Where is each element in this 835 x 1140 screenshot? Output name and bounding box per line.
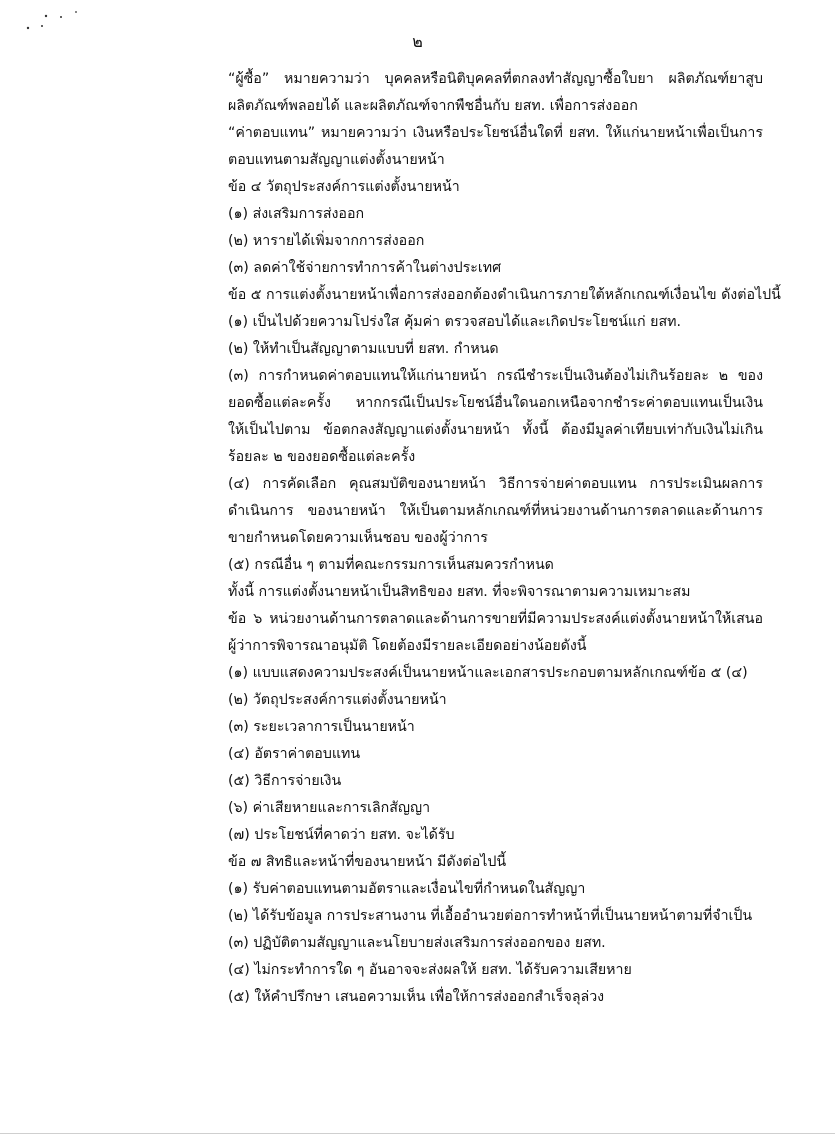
page-number: ๒ xyxy=(412,32,423,51)
clause-6-item-6: (๖) ค่าเสียหายและการเลิกสัญญา xyxy=(228,800,431,816)
clause-5-item-3: (๓) การกำหนดค่าตอบแทนให้แก่นายหน้า กรณีชำระเป็นเงินต้องไม่เกินร้อยละ ๒ ของยอดซื้อแต่ละครั้ง หากกรณีเป็นประโยชน์อื่นใดนอกเหนือจากชำระค่าตอบแทนเป็นเงิน ให้เป็นไปตาม ข้อตกลงสัญญาแต่งตั้งนายหน้า ทั้งนี้ ต้องมีมูลค่าเทียบเท่ากับเงินไม่เกินร้อยละ ๒ ของยอดซื้อแต่ละครั้ง xyxy=(228,368,763,465)
clause-6-item-5: (๕) วิธีการจ่ายเงิน xyxy=(228,773,342,789)
clause-6-heading: ข้อ ๖ หน่วยงานด้านการตลาดและด้านการขายที่มีความประสงค์แต่งตั้งนายหน้าให้เสนอ ผู้ว่าการพิจารณาอนุมัติ โดยต้องมีรายละเอียดอย่างน้อยดังนี้ xyxy=(228,611,763,654)
definition-compensation: “ค่าตอบแทน” หมายความว่า เงินหรือประโยชน์อื่นใดที่ ยสท. ให้แก่นายหน้าเพื่อเป็นการ ตอบแทนตามสัญญาแต่งตั้งนายหน้า xyxy=(228,125,763,168)
clause-7-item-5: (๕) ให้คำปรึกษา เสนอความเห็น เพื่อให้การส่งออกสำเร็จลุล่วง xyxy=(228,989,605,1005)
clause-5-note: ทั้งนี้ การแต่งตั้งนายหน้าเป็นสิทธิของ ยสท. ที่จะพิจารณาตามความเหมาะสม xyxy=(228,584,691,600)
clause-4-item-3: (๓) ลดค่าใช้จ่ายการทำการค้าในต่างประเทศ xyxy=(228,260,502,276)
clause-4-item-2: (๒) หารายได้เพิ่มจากการส่งออก xyxy=(228,233,425,249)
clause-4-item-1: (๑) ส่งเสริมการส่งออก xyxy=(228,206,365,222)
clause-6-item-4: (๔) อัตราค่าตอบแทน xyxy=(228,746,361,762)
clause-6-item-3: (๓) ระยะเวลาการเป็นนายหน้า xyxy=(228,719,415,735)
clause-7-item-4: (๔) ไม่กระทำการใด ๆ อันอาจจะส่งผลให้ ยสท. ได้รับความเสียหาย xyxy=(228,962,632,978)
clause-7-item-1: (๑) รับค่าตอบแทนตามอัตราและเงื่อนไขที่กำหนดในสัญญา xyxy=(228,881,586,897)
clause-6-item-2: (๒) วัตถุประสงค์การแต่งตั้งนายหน้า xyxy=(228,692,447,708)
clause-5-heading: ข้อ ๕ การแต่งตั้งนายหน้าเพื่อการส่งออกต้องดำเนินการภายใต้หลักเกณฑ์เงื่อนไข ดังต่อไปนี้ xyxy=(228,287,781,303)
clause-7-item-3: (๓) ปฏิบัติตามสัญญาและนโยบายส่งเสริมการส่งออกของ ยสท. xyxy=(228,935,606,951)
clause-4-heading: ข้อ ๔ วัตถุประสงค์การแต่งตั้งนายหน้า xyxy=(228,179,460,195)
clause-6-item-7: (๗) ประโยชน์ที่คาดว่า ยสท. จะได้รับ xyxy=(228,827,455,843)
clause-5-item-5: (๕) กรณีอื่น ๆ ตามที่คณะกรรมการเห็นสมควรกำหนด xyxy=(228,557,554,573)
clause-7-item-2: (๒) ได้รับข้อมูล การประสานงาน ที่เอื้ออำนวยต่อการทำหน้าที่เป็นนายหน้าตามที่จำเป็น xyxy=(228,908,753,924)
clause-5-item-2: (๒) ให้ทำเป็นสัญญาตามแบบที่ ยสท. กำหนด xyxy=(228,341,499,357)
clause-5-item-1: (๑) เป็นไปด้วยความโปร่งใส คุ้มค่า ตรวจสอบได้และเกิดประโยชน์แก่ ยสท. xyxy=(228,314,681,330)
clause-5-item-4: (๔) การคัดเลือก คุณสมบัติของนายหน้า วิธีการจ่ายค่าตอบแทน การประเมินผลการดำเนินการ ของนายหน้า ให้เป็นตามหลักเกณฑ์ที่หน่วยงานด้านการตลาดและด้านการขายกำหนดโดยความเห็นชอบ ของผู้ว่าการ xyxy=(228,476,763,546)
page-bottom-edge xyxy=(0,1133,835,1134)
definition-buyer: “ผู้ซื้อ” หมายความว่า บุคคลหรือนิติบุคคลที่ตกลงทำสัญญาซื้อใบยา ผลิตภัณฑ์ยาสูบ ผลิตภัณฑ์พลอยได้ และผลิตภัณฑ์จากพืชอื่นกับ ยสท. เพื่อการส่งออก xyxy=(228,71,763,114)
document-body xyxy=(123,66,781,1011)
clause-7-heading: ข้อ ๗ สิทธิและหน้าที่ของนายหน้า มีดังต่อไปนี้ xyxy=(228,854,507,870)
clause-6-item-1: (๑) แบบแสดงความประสงค์เป็นนายหน้าและเอกสารประกอบตามหลักเกณฑ์ข้อ ๕ (๔) xyxy=(228,665,748,681)
